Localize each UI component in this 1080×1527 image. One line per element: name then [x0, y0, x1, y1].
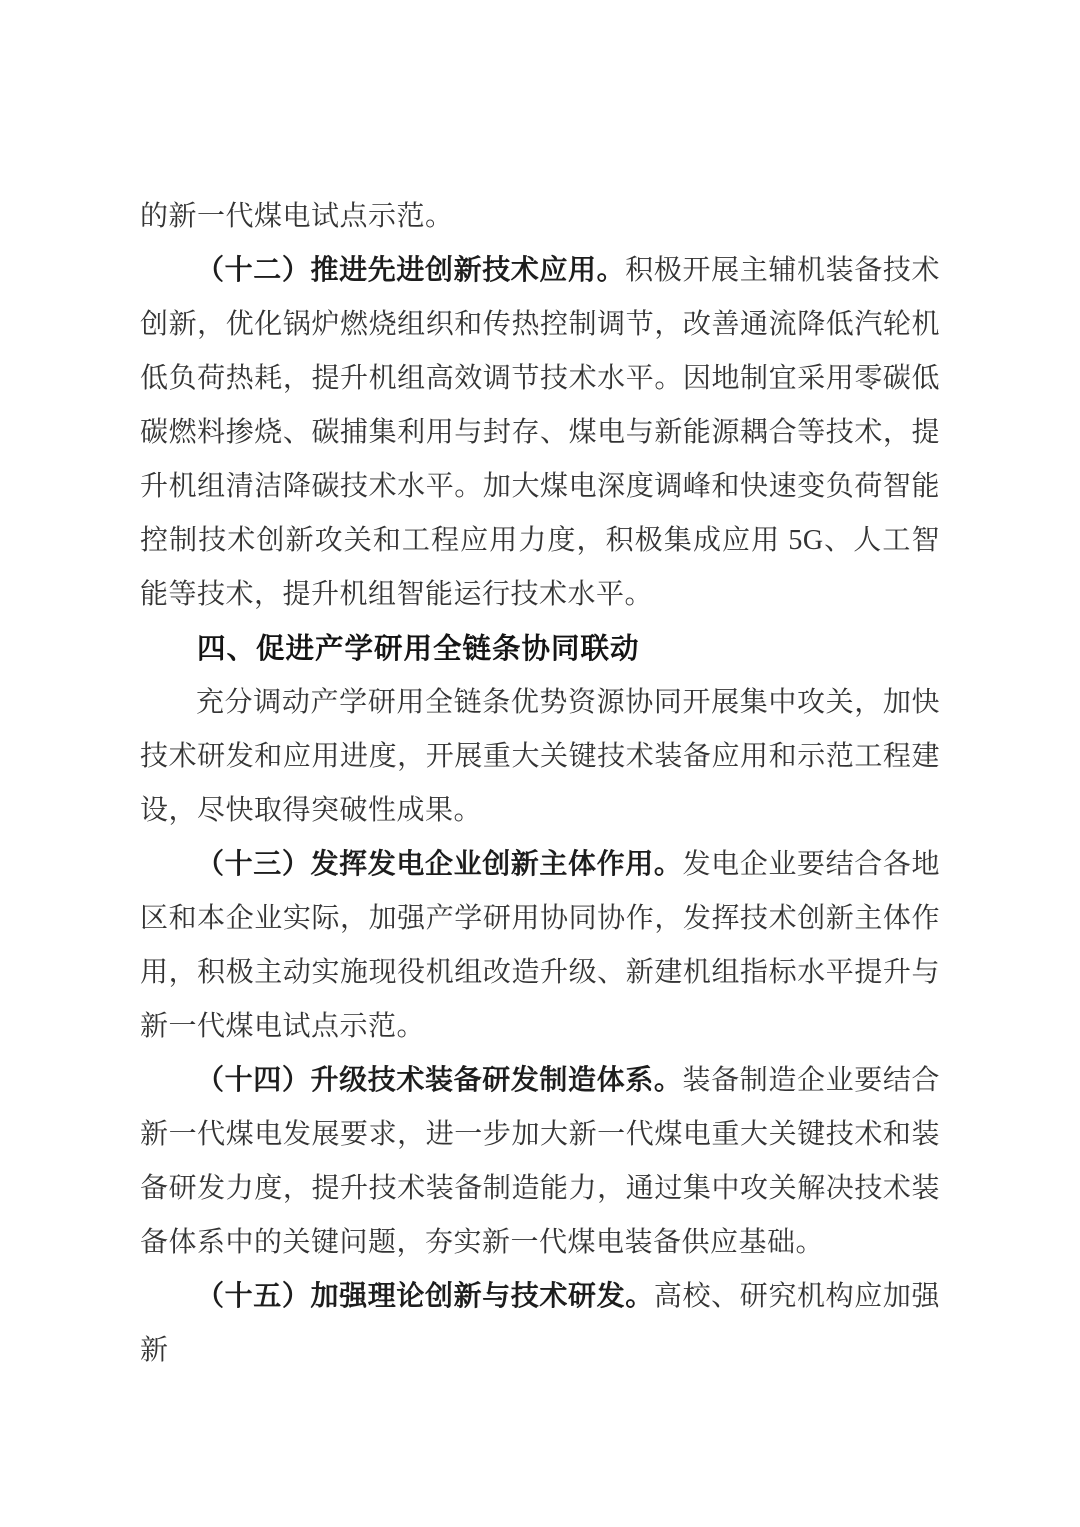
paragraph-text: 装备制造企业要结合新一代煤电发展要求，进一步加大新一代煤电重大关键技术和装备研发力度，提升技术装备制造能力，通过集中攻关解决技术装备体系中的关键问题，夯实新一代煤电装备供应基础。 [140, 1065, 940, 1258]
paragraph-section-intro [140, 676, 940, 838]
paragraph-text: 积极开展主辅机装备技术创新，优化锅炉燃烧组织和传热控制调节，改善通流降低汽轮机低负荷热耗，提升机组高效调节技术水平。因地制宜采用零碳低碳燃料掺烧、碳捕集利用与封存、煤电与新能源耦合等技术，提升机组清洁降碳技术水平。加大煤电深度调峰和快速变负荷智能控制技术创新攻关和工程应用力度，积极集成应用 5G、人工智能等技术，提升机组智能运行技术水平。 [140, 255, 940, 610]
paragraph-text: 高校、研究机构应加强新 [140, 1281, 940, 1366]
paragraph-item-13 [140, 838, 940, 1054]
paragraph-item-15 [140, 1270, 940, 1378]
paragraph-lead: （十二）推进先进创新技术应用。 [196, 255, 626, 286]
paragraph-lead: （十五）加强理论创新与技术研发。 [196, 1281, 654, 1312]
paragraph-text: 发电企业要结合各地区和本企业实际，加强产学研用协同协作，发挥技术创新主体作用，积极主动实施现役机组改造升级、新建机组指标水平提升与新一代煤电试点示范。 [140, 849, 940, 1042]
paragraph-lead: （十三）发挥发电企业创新主体作用。 [196, 849, 683, 880]
paragraph-item-14 [140, 1054, 940, 1270]
paragraph-text: 充分调动产学研用全链条优势资源协同开展集中攻关，加快技术研发和应用进度，开展重大关键技术装备应用和示范工程建设，尽快取得突破性成果。 [140, 687, 940, 826]
section-heading-4: 四、促进产学研用全链条协同联动 [197, 633, 640, 665]
paragraph-item-12 [140, 244, 940, 622]
paragraph-lead: （十四）升级技术装备研发制造体系。 [196, 1065, 683, 1096]
paragraph-text: 的新一代煤电试点示范。 [140, 201, 454, 232]
paragraph-continuation [140, 190, 940, 244]
document-body [140, 190, 940, 1378]
